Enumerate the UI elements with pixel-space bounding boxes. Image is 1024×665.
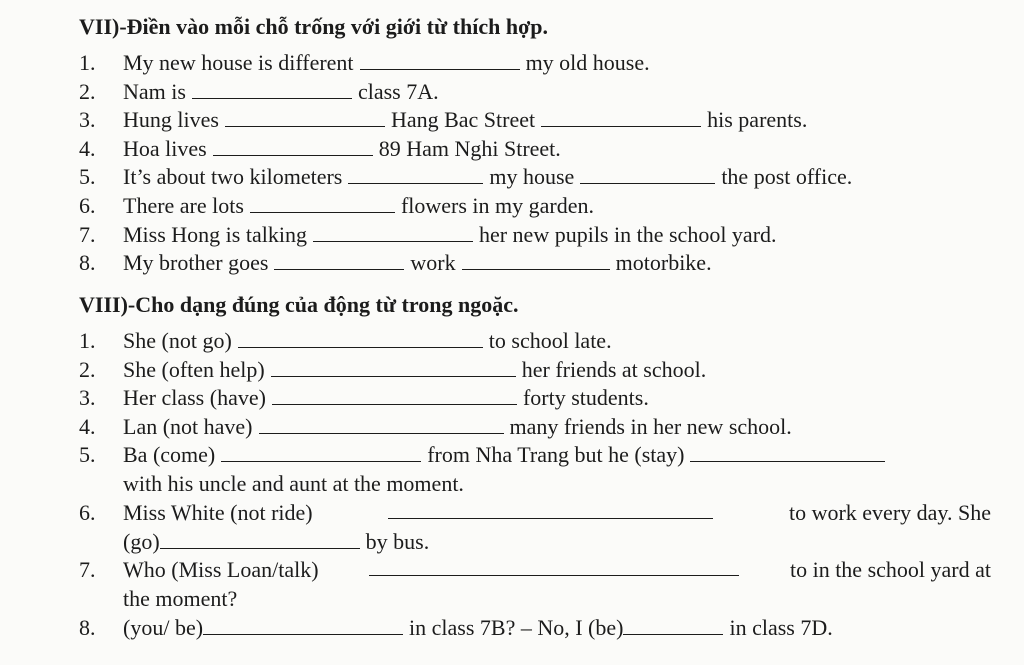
item-number: 5. bbox=[79, 442, 96, 467]
answer-blank[interactable] bbox=[225, 108, 385, 127]
item-text: motorbike. bbox=[615, 250, 712, 275]
item-number: 1. bbox=[79, 50, 96, 75]
item-number: 1. bbox=[79, 328, 96, 353]
item-number: 6. bbox=[79, 500, 96, 525]
section-7-title: VII)-Điền vào mỗi chỗ trống với giới từ thích hợp. bbox=[79, 14, 548, 39]
answer-blank[interactable] bbox=[690, 443, 885, 462]
answer-blank[interactable] bbox=[348, 165, 483, 184]
item-text: 89 Ham Nghi Street. bbox=[378, 136, 561, 161]
item-text: the moment? bbox=[123, 586, 238, 611]
section-8-title: VIII)-Cho dạng đúng của động từ trong ngoặc. bbox=[79, 292, 519, 317]
item-text: It’s about two kilometers bbox=[123, 164, 343, 189]
answer-blank[interactable] bbox=[360, 51, 520, 70]
answer-blank[interactable] bbox=[271, 358, 516, 377]
item-text: in class 7B? – No, I (be) bbox=[409, 615, 624, 640]
item-text: Hung lives bbox=[123, 107, 219, 132]
item-number: 7. bbox=[79, 222, 96, 247]
item-text: by bus. bbox=[365, 529, 430, 554]
item-text: in class 7D. bbox=[729, 615, 833, 640]
item-number: 4. bbox=[79, 136, 96, 161]
item-text: to school late. bbox=[488, 328, 612, 353]
answer-blank[interactable] bbox=[623, 616, 723, 635]
item-text: my house bbox=[489, 164, 575, 189]
answer-blank[interactable] bbox=[462, 251, 610, 270]
item-text: There are lots bbox=[123, 193, 244, 218]
item-text: work bbox=[410, 250, 456, 275]
answer-blank[interactable] bbox=[203, 616, 403, 635]
item-text: from Nha Trang but he (stay) bbox=[427, 442, 685, 467]
item-text: Lan (not have) bbox=[123, 414, 253, 439]
item-text: to work every day. She bbox=[788, 500, 991, 525]
item-number: 7. bbox=[79, 557, 96, 582]
item-text: with his uncle and aunt at the moment. bbox=[123, 471, 464, 496]
answer-blank[interactable] bbox=[213, 137, 373, 156]
answer-blank[interactable] bbox=[580, 165, 715, 184]
answer-blank[interactable] bbox=[259, 415, 504, 434]
item-text: her friends at school. bbox=[521, 357, 707, 382]
item-text: Who (Miss Loan/talk) bbox=[123, 557, 319, 582]
item-text: Hoa lives bbox=[123, 136, 207, 161]
item-text: Hang Bac Street bbox=[390, 107, 536, 132]
item-text: Miss White (not ride) bbox=[123, 500, 313, 525]
item-number: 2. bbox=[79, 357, 96, 382]
item-text: his parents. bbox=[707, 107, 808, 132]
item-text: class 7A. bbox=[357, 79, 439, 104]
item-text: Nam is bbox=[123, 79, 186, 104]
item-text: her new pupils in the school yard. bbox=[478, 222, 777, 247]
answer-blank[interactable] bbox=[369, 557, 739, 576]
item-number: 5. bbox=[79, 164, 96, 189]
answer-blank[interactable] bbox=[250, 194, 395, 213]
answer-blank[interactable] bbox=[221, 443, 421, 462]
answer-blank[interactable] bbox=[388, 500, 713, 519]
item-text: Miss Hong is talking bbox=[123, 222, 307, 247]
item-text: My new house is different bbox=[123, 50, 354, 75]
item-text: She (not go) bbox=[123, 328, 232, 353]
answer-blank[interactable] bbox=[274, 251, 404, 270]
item-number: 4. bbox=[79, 414, 96, 439]
answer-blank[interactable] bbox=[192, 80, 352, 99]
item-text: My brother goes bbox=[123, 250, 269, 275]
item-text: many friends in her new school. bbox=[509, 414, 792, 439]
item-number: 8. bbox=[79, 250, 96, 275]
answer-blank[interactable] bbox=[313, 223, 473, 242]
item-text: (go) bbox=[123, 529, 160, 554]
item-text: my old house. bbox=[525, 50, 650, 75]
item-text: forty students. bbox=[522, 385, 649, 410]
item-text: flowers in my garden. bbox=[400, 193, 594, 218]
item-text: to in the school yard at bbox=[789, 557, 991, 582]
item-text: Her class (have) bbox=[123, 385, 266, 410]
item-number: 8. bbox=[79, 615, 96, 640]
item-text: (you/ be) bbox=[123, 615, 204, 640]
item-number: 6. bbox=[79, 193, 96, 218]
item-number: 3. bbox=[79, 107, 96, 132]
item-number: 3. bbox=[79, 385, 96, 410]
answer-blank[interactable] bbox=[238, 329, 483, 348]
item-number: 2. bbox=[79, 79, 96, 104]
answer-blank[interactable] bbox=[272, 386, 517, 405]
answer-blank[interactable] bbox=[541, 108, 701, 127]
item-text: Ba (come) bbox=[123, 442, 216, 467]
answer-blank[interactable] bbox=[160, 530, 360, 549]
item-text: She (often help) bbox=[123, 357, 265, 382]
item-text: the post office. bbox=[721, 164, 853, 189]
